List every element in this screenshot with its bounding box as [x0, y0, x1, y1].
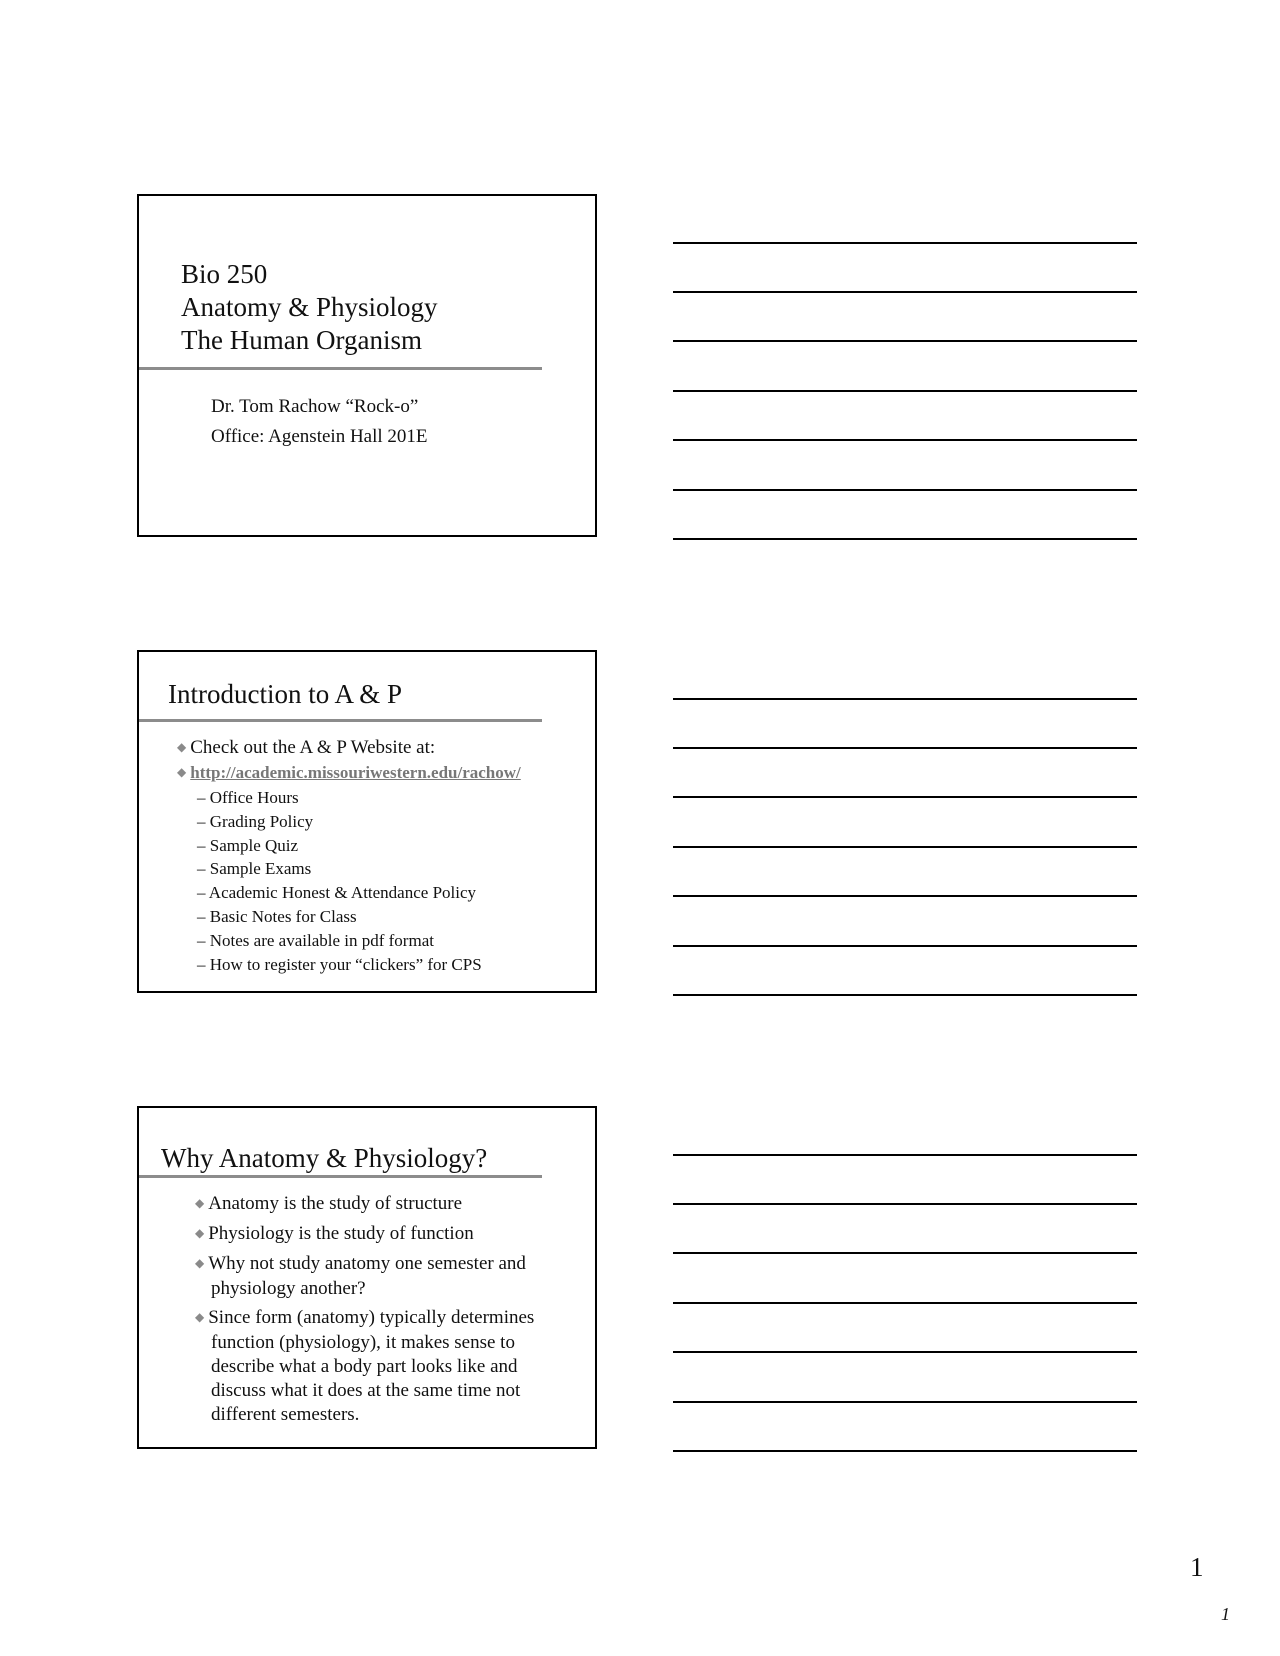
slide-1-subtitle [211, 392, 428, 452]
list-item: – Basic Notes for Class [197, 906, 357, 926]
title-line: The Human Organism [181, 325, 422, 355]
diamond-bullet-icon: ◆ [195, 1256, 205, 1270]
list-item: – Grading Policy [197, 811, 314, 831]
title-divider [139, 1175, 542, 1178]
title-line: Bio 250 [181, 259, 268, 289]
bullet-text: Anatomy is the study of structure [208, 1193, 463, 1214]
list-item [195, 1222, 575, 1247]
page-number-small: 1 [1221, 1604, 1230, 1624]
note-line [673, 895, 1137, 897]
instructor-name: Dr. Tom Rachow “Rock-o” [211, 396, 419, 417]
list-item [177, 736, 521, 761]
diamond-bullet-icon: ◆ [177, 740, 187, 754]
slide-2-title: Introduction to A & P [168, 679, 403, 709]
slide-3-title: Why Anatomy & Physiology? [161, 1143, 488, 1173]
list-item: – Sample Quiz [197, 835, 299, 855]
slide-2 [137, 650, 597, 993]
note-line [673, 796, 1137, 798]
note-line [673, 747, 1137, 749]
note-line [673, 994, 1137, 996]
note-line [673, 291, 1137, 293]
list-item: – How to register your “clickers” for CPS [197, 954, 482, 974]
note-line [673, 945, 1137, 947]
note-line [673, 489, 1137, 491]
note-line [673, 698, 1137, 700]
note-line [673, 1401, 1137, 1403]
bullet-text: Physiology is the study of function [208, 1223, 474, 1244]
website-link[interactable]: http://academic.missouriwestern.edu/rachow/ [190, 763, 521, 782]
note-line [673, 340, 1137, 342]
slide-1-title [181, 258, 438, 357]
page-number: 1 [1190, 1552, 1204, 1582]
diamond-bullet-icon: ◆ [177, 765, 187, 779]
note-line [673, 1203, 1137, 1205]
bullet-text: Check out the A & P Website at: [190, 737, 436, 758]
diamond-bullet-icon: ◆ [195, 1310, 205, 1324]
bullet-text: Since form (anatomy) typically determines function (physiology), it makes sense to describe what a body part looks like and discuss what it does at the same time not different semesters. [208, 1307, 535, 1425]
list-item: – Office Hours [197, 788, 299, 807]
title-divider [139, 719, 542, 722]
note-line [673, 846, 1137, 848]
note-line [673, 1450, 1137, 1452]
office-location: Office: Agenstein Hall 201E [211, 426, 428, 447]
bullet-text: Why not study anatomy one semester and physiology another? [208, 1253, 526, 1299]
slide-1 [137, 194, 597, 537]
list-item: – Notes are available in pdf format [197, 930, 434, 950]
note-line [673, 242, 1137, 244]
note-line [673, 538, 1137, 540]
note-line [673, 1154, 1137, 1156]
list-item [195, 1306, 575, 1427]
note-line [673, 439, 1137, 441]
note-line [673, 1252, 1137, 1254]
slide-2-body [177, 736, 521, 976]
note-line [673, 390, 1137, 392]
title-divider [139, 367, 542, 370]
note-line [673, 1351, 1137, 1353]
list-item: – Academic Honest & Attendance Policy [197, 883, 477, 903]
title-line: Anatomy & Physiology [181, 292, 438, 322]
slide-3-body [195, 1192, 575, 1432]
website-contents-list [177, 786, 521, 976]
note-line [673, 1302, 1137, 1304]
diamond-bullet-icon: ◆ [195, 1226, 205, 1240]
list-item [195, 1192, 575, 1217]
slide-3 [137, 1106, 597, 1449]
list-item [177, 761, 521, 786]
list-item: – Sample Exams [197, 859, 312, 879]
diamond-bullet-icon: ◆ [195, 1196, 205, 1210]
list-item [195, 1252, 575, 1301]
